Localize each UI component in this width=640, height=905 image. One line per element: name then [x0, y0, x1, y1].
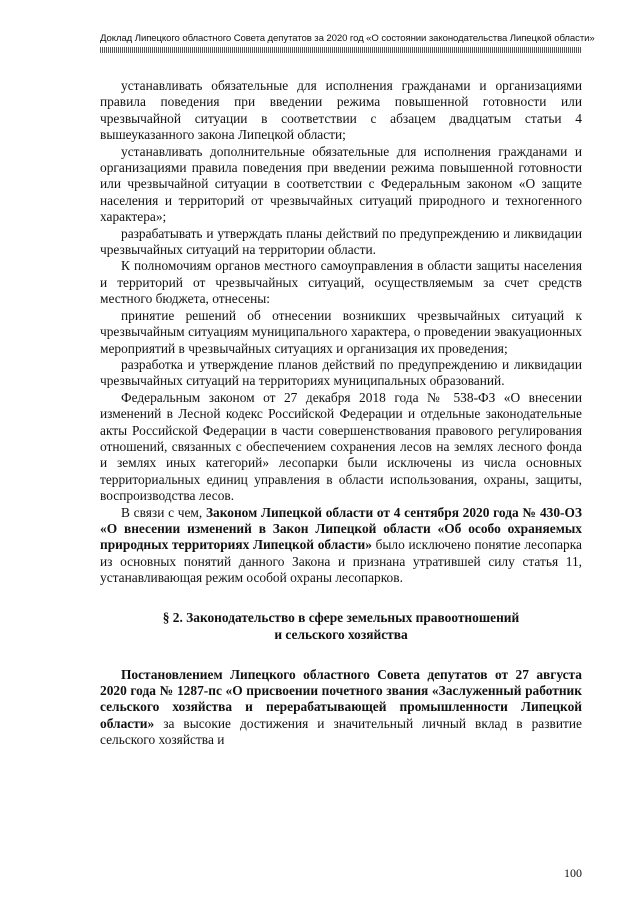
header-rule: [100, 47, 582, 53]
body-paragraph: принятие решений об отнесении возникших чрезвычайных ситуаций к чрезвычайным ситуациям муниципального характера, о проведении эвакуационных мероприятий в чрезвычайных ситуациях и организация их проведения;: [100, 307, 582, 356]
award-tail: за высокие достижения и значительный личный вклад в развитие сельского хозяйства и: [100, 715, 582, 748]
award-paragraph: [100, 667, 582, 749]
body-paragraph: устанавливать дополнительные обязательные для исполнения гражданами и организациями правила поведения при введении режима повышенной готовности или чрезвычайной ситуации в соответствии с Федеральным законом «О защите населения и территорий от чрезвычайных ситуаций природного и техногенного характера»;: [100, 143, 582, 225]
law-lead: В связи с чем,: [121, 504, 206, 520]
law-tail: было исключено понятие лесопарка из основных понятий данного Закона и признана утратившей силу статья 11, устанавливающая режим особой охраны лесопарков.: [100, 537, 582, 586]
section-heading-line-1: § 2. Законодательство в сфере земельных правоотношений: [162, 609, 520, 625]
section-heading: [100, 609, 582, 643]
body-paragraph: К полномочиям органов местного самоуправления в области защиты населения и территорий от чрезвычайных ситуаций, осуществляемым за счет средств местного бюджета, отнесены:: [100, 258, 582, 307]
law-paragraph: [100, 505, 582, 587]
body-paragraph: устанавливать обязательные для исполнения гражданами и организациями правила поведения при введении режима повышенной готовности или чрезвычайной ситуации в соответствии с абзацем двадцатым статьи 4 вышеуказанного закона Липецкой области;: [100, 78, 582, 143]
body-paragraph: Федеральным законом от 27 декабря 2018 года № 538-ФЗ «О внесении изменений в Лесной кодекс Российской Федерации и отдельные законодательные акты Российской Федерации в части совершенствования правового регулирования отношений, связанных с обеспечением сохранения лесов на землях лесного фонда и землях иных категорий» лесопарки были исключены из числа основных территориальных единиц управления в области использования, охраны, защиты, воспроизводства лесов.: [100, 389, 582, 504]
section-heading-line-2: и сельского хозяйства: [274, 626, 408, 642]
law-title: Законом Липецкой области от 4 сентября 2020 года № 430-ОЗ «О внесении изменений в Закон Липецкой области «Об особо охраняемых природных территориях Липецкой области»: [100, 504, 582, 553]
running-header: Доклад Липецкого областного Совета депутатов за 2020 год «О состоянии законодательства Липецкой области»: [100, 33, 595, 44]
page-number: 100: [564, 866, 582, 880]
award-decree-title: Постановлением Липецкого областного Совета депутатов от 27 августа 2020 года № 1287-пс «О присвоении почетного звания «Заслуженный работник сельского хозяйства и перерабатывающей промышленности Липецкой области»: [100, 666, 582, 731]
page-body: [100, 78, 582, 749]
body-paragraph: разработка и утверждение планов действий по предупреждению и ликвидации чрезвычайных ситуаций на территориях муниципальных образований.: [100, 356, 582, 389]
body-paragraph: разрабатывать и утверждать планы действий по предупреждению и ликвидации чрезвычайных ситуаций на территории области.: [100, 225, 582, 258]
